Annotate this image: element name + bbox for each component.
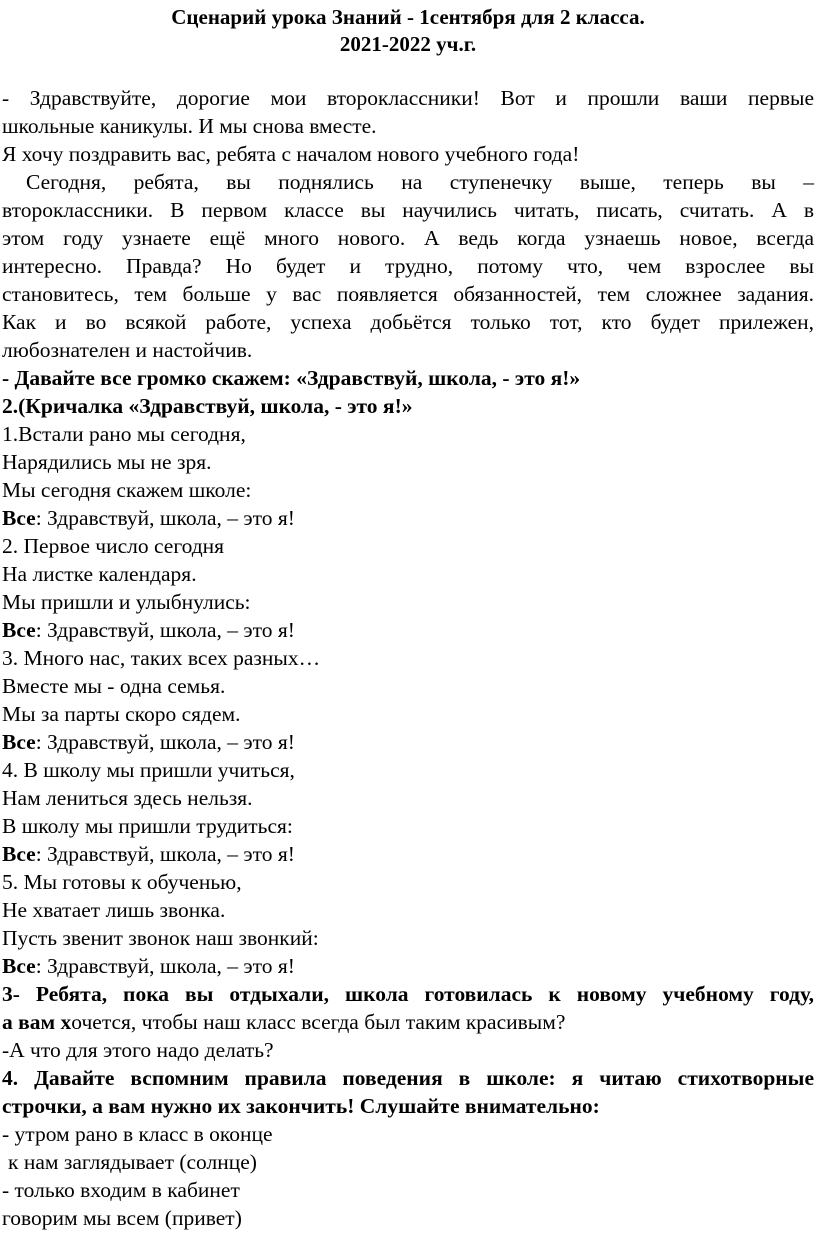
- section-3-question: [2, 1008, 814, 1036]
- title-line-2: 2021-2022 уч.г.: [339, 32, 477, 56]
- intro-line: становитесь, тем больше у вас появляется обязанностей, тем сложнее задания.: [2, 282, 814, 306]
- chant-refrain: [2, 952, 814, 980]
- rule-rhyme-line: к нам заглядывает (солнце): [8, 1150, 257, 1174]
- chant-verse-line: На листке календаря.: [2, 562, 197, 586]
- section-3-line: -А что для этого надо делать?: [2, 1038, 274, 1062]
- chant-verse-line: 3. Много нас, таких всех разных…: [2, 646, 321, 670]
- chant-refrain: [2, 616, 814, 644]
- refrain-text: : Здравствуй, школа, – это я!: [35, 954, 295, 978]
- intro-line: любознателен и настойчив.: [2, 338, 253, 362]
- intro-line: Я хочу поздравить вас, ребята с началом нового учебного года!: [2, 142, 580, 166]
- refrain-text: : Здравствуй, школа, – это я!: [35, 506, 295, 530]
- intro-line: - Здравствуйте, дорогие мои второклассники! Вот и прошли ваши первые: [2, 86, 814, 110]
- all-label: Все: [2, 730, 36, 754]
- chant-verse-line: Вместе мы - одна семья.: [2, 674, 226, 698]
- chant-verse-line: В школу мы пришли трудиться:: [2, 814, 293, 838]
- chant-verse-line: 5. Мы готовы к обученью,: [2, 870, 242, 894]
- intro-line: этом году узнаете ещё много нового. А ведь когда узнаешь новое, всегда: [2, 226, 814, 250]
- section-3-rest: очется, чтобы наш класс всегда был таким красивым?: [71, 1010, 566, 1034]
- intro-line: второклассники. В первом классе вы научились читать, писать, считать. А в: [2, 198, 814, 222]
- chant-refrain: [2, 728, 814, 756]
- all-label: Все: [2, 954, 36, 978]
- intro-line: школьные каникулы. И мы снова вместе.: [2, 114, 377, 138]
- document-title: [2, 4, 814, 58]
- chant-verse-line: Не хватает лишь звонка.: [2, 898, 226, 922]
- all-label: Все: [2, 506, 36, 530]
- refrain-text: : Здравствуй, школа, – это я!: [35, 842, 295, 866]
- refrain-text: : Здравствуй, школа, – это я!: [35, 618, 295, 642]
- section-3-bold-start: а вам х: [2, 1010, 72, 1034]
- intro-line: Сегодня, ребята, вы поднялись на ступенечку выше, теперь вы –: [26, 170, 814, 194]
- section-4-heading: строчки, а вам нужно их закончить! Слушайте внимательно:: [2, 1094, 600, 1118]
- all-label: Все: [2, 842, 36, 866]
- chant-verse-line: Мы за парты скоро сядем.: [2, 702, 241, 726]
- chant-verse-line: Нам лениться здесь нельзя.: [2, 786, 253, 810]
- section-3-heading: 3- Ребята, пока вы отдыхали, школа готовилась к новому учебному году,: [2, 982, 814, 1006]
- chant-verse-line: Пусть звенит звонок наш звонкий:: [2, 926, 319, 950]
- rule-rhyme-line: - утром рано в класс в оконце: [2, 1122, 273, 1146]
- chant-verse-line: Мы сегодня скажем школе:: [2, 478, 252, 502]
- refrain-text: : Здравствуй, школа, – это я!: [35, 730, 295, 754]
- chant-verse-line: 2. Первое число сегодня: [2, 534, 225, 558]
- chant-refrain: [2, 840, 814, 868]
- rule-rhyme-line: говорим мы всем (привет): [2, 1206, 242, 1230]
- chant-verse-line: Мы пришли и улыбнулись:: [2, 590, 251, 614]
- chant-title: 2.(Кричалка «Здравствуй, школа, - это я!»: [2, 394, 413, 418]
- intro-line: интересно. Правда? Но будет и трудно, потому что, чем взрослее вы: [2, 254, 814, 278]
- rule-rhyme-line: - только входим в кабинет: [2, 1178, 240, 1202]
- chant-verse-line: 1.Встали рано мы сегодня,: [2, 422, 246, 446]
- intro-line: Как и во всякой работе, успеха добьётся только тот, кто будет прилежен,: [2, 310, 814, 334]
- all-label: Все: [2, 618, 36, 642]
- chant-verse-line: Нарядились мы не зря.: [2, 450, 212, 474]
- call-to-shout: - Давайте все громко скажем: «Здравствуй, школа, - это я!»: [2, 366, 581, 390]
- chant-refrain: [2, 504, 814, 532]
- chant-verse-line: 4. В школу мы пришли учиться,: [2, 758, 295, 782]
- title-line-1: Сценарий урока Знаний - 1сентября для 2 класса.: [171, 5, 645, 29]
- section-4-heading: 4. Давайте вспомним правила поведения в школе: я читаю стихотворные: [2, 1066, 814, 1090]
- title-spacer: [2, 58, 814, 84]
